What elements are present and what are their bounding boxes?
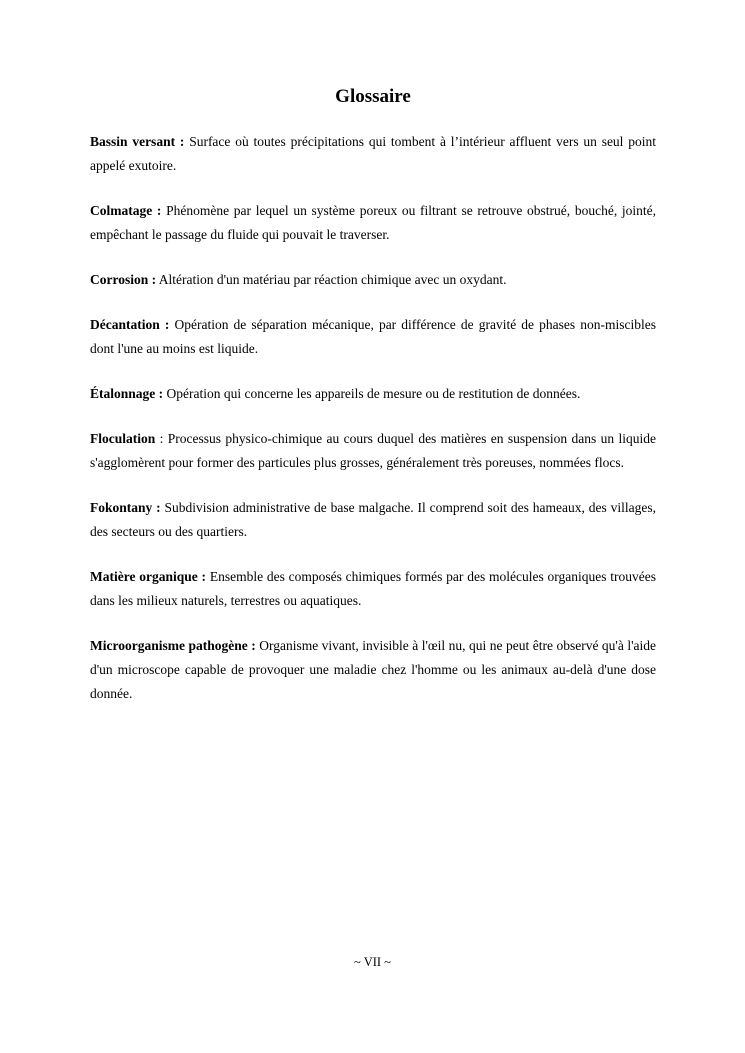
- glossary-term: Floculation: [90, 431, 156, 447]
- glossary-entry-etalonnage: [90, 382, 656, 406]
- glossary-definition: Opération de séparation mécanique, par différence de gravité de phases non-miscibles dont l'une au moins est liquide.: [90, 317, 656, 357]
- glossary-definition: Altération d'un matériau par réaction chimique avec un oxydant.: [158, 272, 507, 288]
- glossary-definition: Opération qui concerne les appareils de mesure ou de restitution de données.: [166, 386, 581, 402]
- glossary-term: Fokontany :: [90, 500, 161, 516]
- page-title: Glossaire: [335, 86, 411, 107]
- glossary-definition: Ensemble des composés chimiques formés par des molécules organiques trouvées dans les milieux naturels, terrestres ou aquatiques.: [90, 569, 656, 609]
- glossary-definition: Phénomène par lequel un système poreux ou filtrant se retrouve obstrué, bouché, jointé, empêchant le passage du fluide qui pouvait le traverser.: [90, 203, 657, 243]
- glossary-term: Microorganisme pathogène :: [90, 638, 256, 654]
- glossary-term: Bassin versant :: [90, 134, 185, 149]
- glossary-term: Matière organique :: [90, 569, 207, 585]
- glossary-entry-colmatage: [90, 199, 656, 247]
- glossary-definition: : Processus physico-chimique au cours duquel des matières en suspension dans un liquide s'agglomèrent pour former des particules plus grosses, généralement très poreuses, nommées flocs.: [90, 431, 656, 471]
- glossary-entry-bassin-versant: [90, 130, 656, 178]
- glossary-content: [90, 86, 656, 727]
- glossary-term: Corrosion :: [90, 272, 157, 288]
- glossary-term: Étalonnage :: [90, 386, 164, 402]
- glossary-term: Décantation :: [90, 317, 170, 333]
- glossary-entry-microorganisme-pathogene: [90, 634, 656, 706]
- glossary-definition: Organisme vivant, invisible à l'œil nu, qui ne peut être observé qu'à l'aide d'un microscope capable de provoquer une maladie chez l'homme ou les animaux au-delà d'une dose donnée.: [90, 638, 657, 702]
- page-number: ~ VII ~: [354, 955, 391, 969]
- glossary-entry-decantation: [90, 313, 656, 361]
- glossary-term: Colmatage :: [90, 203, 162, 219]
- glossary-entry-floculation: [90, 427, 656, 475]
- glossary-definition: Subdivision administrative de base malgache. Il comprend soit des hameaux, des villages, des secteurs ou des quartiers.: [90, 500, 657, 540]
- glossary-entry-fokontany: [90, 496, 656, 544]
- glossary-entry-corrosion: [90, 268, 656, 292]
- glossary-entry-matiere-organique: [90, 565, 656, 613]
- glossary-definition: Surface où toutes précipitations qui tombent à l’intérieur affluent vers un seul point appelé exutoire.: [90, 134, 656, 174]
